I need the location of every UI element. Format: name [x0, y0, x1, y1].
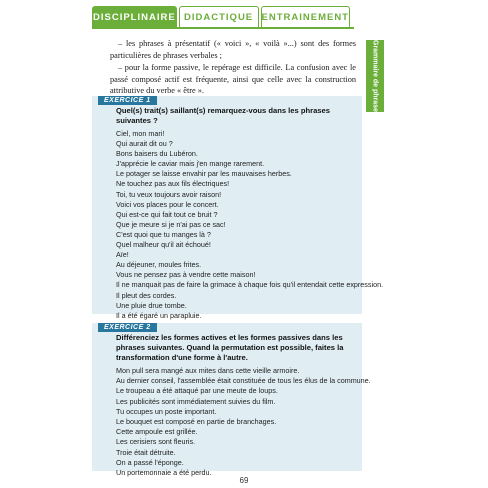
exercise-2-instruction: Différenciez les formes actives et les formes passives dans les phrases suivantes. Quand la permutation est possible, faites la transformation d'une forme à l'autre. [116, 333, 344, 362]
tab-didactique[interactable]: DIDACTIQUE [179, 6, 259, 28]
sentence: Le troupeau a été attaqué par une meute de loups. [116, 386, 278, 396]
sentence: Cette ampoule est grillée. [116, 427, 198, 437]
sentence: Toi, tu veux toujours avoir raison! [116, 189, 222, 199]
intro-paragraph-1: – les phrases à présentatif (« voici », « voilà »...) sont des formes particulières de phrases verbales ; [110, 39, 356, 60]
sentence: Ciel, mon mari! [116, 129, 165, 138]
sentence: Le potager se laisse envahir par les mauvaises herbes. [116, 169, 292, 179]
sentence: On a passé l'éponge. [116, 457, 184, 467]
tab-disciplinaire[interactable]: DISCIPLINAIRE [92, 6, 177, 28]
sentence: Bons baisers du Lubéron. [116, 149, 198, 159]
sentence: J'apprécie le caviar mais j'en mange rarement. [116, 159, 265, 169]
sentence: Tu occupes un poste important. [116, 406, 217, 416]
sentence: Voici vos places pour le concert. [116, 199, 219, 209]
sentence: Ne touchez pas aux fils électriques! [116, 179, 230, 189]
sentence: Il a été égaré un parapluie. [116, 310, 202, 320]
sentence: Aïe! [116, 250, 129, 260]
sentence: Qui aurait dit ou ? [116, 139, 173, 149]
sentence: Au déjeuner, moules frites. [116, 260, 202, 270]
sentence: Un portemonnaie a été perdu. [116, 468, 212, 478]
exercise-1-box [92, 96, 384, 320]
sentence: Il pleut des cordes. [116, 290, 177, 300]
sentence: Troie était détruite. [116, 447, 176, 457]
sentence: Une pluie drue tombe. [116, 300, 187, 310]
exercise-1-label: EXERCICE 1 [98, 96, 157, 105]
exercise-2-sentences [116, 366, 371, 478]
tab-underline [92, 27, 354, 29]
exercise-2-label: EXERCICE 2 [98, 323, 157, 332]
exercise-2-box [92, 323, 371, 478]
sentence: Quel malheur qu'il ait échoué! [116, 240, 211, 250]
intro-paragraph-2: – pour la forme passive, le repérage est difficile. La confusion avec le passé composé actif est fréquente, ainsi que celle avec la construction attributive du verbe « être ». [110, 63, 356, 95]
sentence: Au dernier conseil, l'assemblée était constituée de tous les élus de la commune. [116, 376, 371, 386]
sentence: C'est quoi que tu manges là ? [116, 229, 211, 239]
sentence: Il ne manquait pas de faire la grimace à chaque fois qu'il entendait cette expression. [116, 280, 384, 290]
exercise-1-sentences [116, 129, 384, 321]
sentence: Mon pull sera mangé aux mites dans cette vieille armoire. [116, 366, 300, 375]
sentence: Les publicités sont immédiatement suivies du film. [116, 396, 276, 406]
exercise-1-instruction: Quel(s) trait(s) saillant(s) remarquez-vous dans les phrases suivantes ? [116, 106, 330, 125]
intro-text [110, 38, 356, 98]
sentence: Vous ne pensez pas à vendre cette maison! [116, 270, 256, 280]
side-chapter-label: Grammaire de phrase [371, 40, 379, 112]
sentence: Que je meure si je n'ai pas ce sac! [116, 219, 226, 229]
sentence: Qui est-ce qui fait tout ce bruit ? [116, 209, 218, 219]
section-tabs [92, 6, 352, 28]
sentence: Les cerisiers sont fleuris. [116, 437, 196, 447]
sentence: Le bouquet est composé en partie de branchages. [116, 417, 277, 427]
side-chapter-tab [366, 40, 384, 112]
page-number: 69 [239, 476, 249, 485]
tab-entrainement[interactable]: ENTRAINEMENT [261, 6, 350, 28]
